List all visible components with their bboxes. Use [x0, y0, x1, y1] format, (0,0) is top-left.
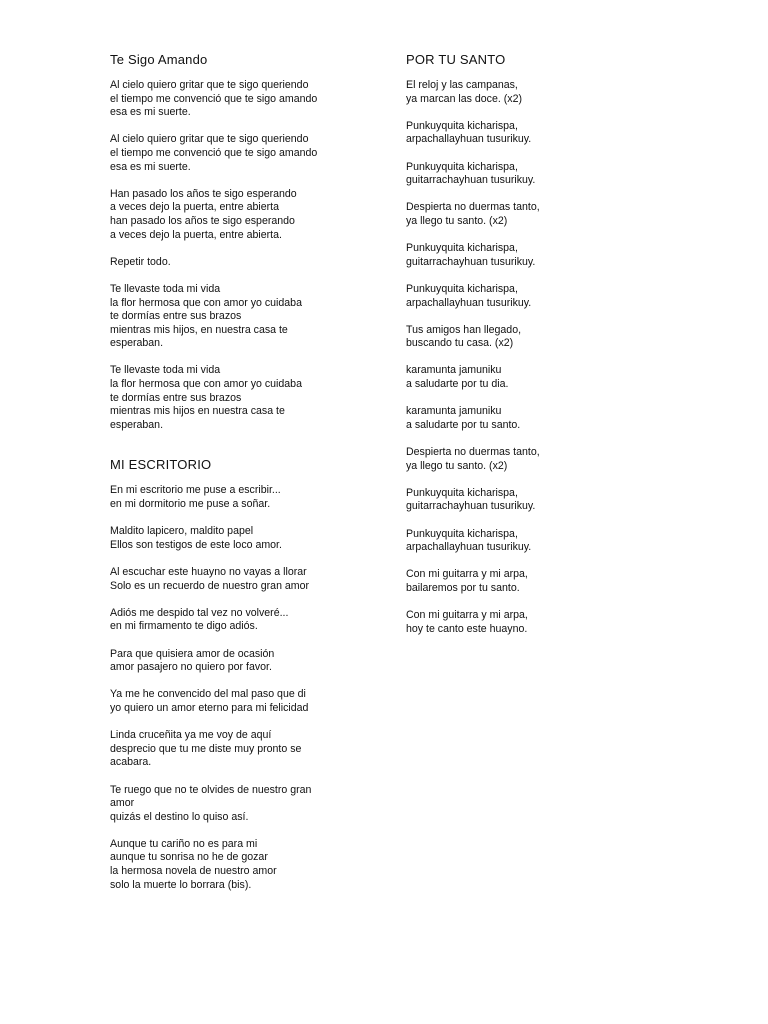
- stanza: [406, 201, 666, 228]
- lyric-line: Te llevaste toda mi vida: [110, 282, 221, 295]
- song-title: POR TU SANTO: [406, 52, 506, 67]
- song-title: Te Sigo Amando: [110, 52, 208, 67]
- stanza: [110, 784, 360, 825]
- lyric-line: Solo es un recuerdo de nuestro gran amor: [110, 579, 310, 592]
- lyric-line: Al cielo quiero gritar que te sigo queriendo: [110, 79, 309, 91]
- lyric-line: esa es mi suerte.: [110, 106, 191, 119]
- stanza: [406, 161, 666, 188]
- stanza: [110, 256, 360, 270]
- lyric-line: la hermosa novela de nuestro amor: [110, 865, 277, 878]
- stanza: [110, 525, 360, 552]
- lyric-line: Ya me he convencido del mal paso que di: [110, 688, 306, 701]
- lyric-line: Te llevaste toda mi vida: [110, 364, 221, 377]
- lyric-line: Te ruego que no te olvides de nuestro gran: [110, 783, 312, 796]
- lyric-line: acabara.: [110, 756, 152, 769]
- stanza: [406, 120, 666, 147]
- lyric-line: la flor hermosa que con amor yo cuidaba: [110, 296, 302, 309]
- lyric-line: en mi dormitorio me puse a soñar.: [110, 498, 271, 511]
- lyric-line: Punkuyquita kicharispa,: [406, 527, 518, 540]
- lyric-line: yo quiero un amor eterno para mi felicidad: [110, 701, 309, 714]
- lyric-line: aunque tu sonrisa no he de gozar: [110, 851, 268, 864]
- stanza: [406, 283, 666, 310]
- stanza: [406, 79, 666, 106]
- lyric-line: Para que quisiera amor de ocasión: [110, 647, 275, 660]
- lyric-line: a veces dejo la puerta, entre abierta.: [110, 228, 282, 241]
- lyric-line: han pasado los años te sigo esperando: [110, 214, 295, 227]
- lyric-line: ya marcan las doce. (x2): [406, 92, 522, 105]
- lyric-line: esperaban.: [110, 418, 164, 431]
- lyric-line: Al escuchar este huayno no vayas a llorar: [110, 566, 307, 578]
- lyric-line: karamunta jamuniku: [406, 405, 502, 418]
- lyric-line: bailaremos por tu santo.: [406, 581, 520, 594]
- lyric-line: Punkuyquita kicharispa,: [406, 282, 518, 295]
- stanza: [406, 528, 666, 555]
- stanza: [406, 364, 666, 391]
- lyric-line: la flor hermosa que con amor yo cuidaba: [110, 378, 302, 391]
- lyric-line: amor: [110, 797, 135, 810]
- stanza: [110, 729, 360, 770]
- song-por-tu-santo: [406, 52, 666, 636]
- lyric-line: Punkuyquita kicharispa,: [406, 160, 518, 173]
- lyric-line: a saludarte por tu santo.: [406, 418, 521, 431]
- stanza: [110, 688, 360, 715]
- lyric-line: el tiempo me convenció que te sigo amando: [110, 92, 318, 105]
- lyric-line: Maldito lapicero, maldito papel: [110, 525, 254, 538]
- lyric-line: Tus amigos han llegado,: [406, 323, 522, 336]
- lyric-line: arpachallayhuan tusurikuy.: [406, 541, 532, 554]
- lyric-line: desprecio que tu me diste muy pronto se: [110, 742, 302, 755]
- stanza: [406, 446, 666, 473]
- lyric-line: Punkuyquita kicharispa,: [406, 119, 518, 132]
- lyric-line: El reloj y las campanas,: [406, 79, 518, 91]
- lyric-line: Al cielo quiero gritar que te sigo queriendo: [110, 133, 309, 146]
- lyric-line: Adiós me despido tal vez no volveré...: [110, 606, 289, 619]
- stanza: [110, 283, 360, 351]
- lyric-line: guitarrachayhuan tusurikuy.: [406, 500, 536, 513]
- song-mi-escritorio: [110, 457, 360, 892]
- lyric-line: mientras mis hijos en nuestra casa te: [110, 405, 285, 418]
- lyric-line: arpachallayhuan tusurikuy.: [406, 296, 532, 309]
- stanza: [406, 242, 666, 269]
- lyric-line: solo la muerte lo borrara (bis).: [110, 878, 252, 891]
- lyric-line: Despierta no duermas tanto,: [406, 201, 540, 214]
- lyric-line: a saludarte por tu dia.: [406, 378, 509, 391]
- lyric-line: En mi escritorio me puse a escribir...: [110, 484, 281, 497]
- lyric-line: Han pasado los años te sigo esperando: [110, 187, 297, 200]
- lyric-line: Repetir todo.: [110, 255, 171, 268]
- stanza: [406, 324, 666, 351]
- lyric-line: a veces dejo la puerta, entre abierta: [110, 201, 280, 214]
- lyric-line: te dormías entre sus brazos: [110, 310, 242, 323]
- stanza: [110, 133, 360, 174]
- lyric-line: buscando tu casa. (x2): [406, 337, 514, 350]
- lyric-line: Con mi guitarra y mi arpa,: [406, 609, 528, 622]
- lyric-line: amor pasajero no quiero por favor.: [110, 661, 272, 674]
- stanza: [110, 838, 360, 892]
- lyric-line: ya llego tu santo. (x2): [406, 214, 508, 227]
- stanza: [406, 487, 666, 514]
- lyric-line: Despierta no duermas tanto,: [406, 446, 540, 459]
- stanza: [406, 405, 666, 432]
- lyric-line: Aunque tu cariño no es para mi: [110, 837, 258, 850]
- left-column: [110, 52, 360, 906]
- stanza: [406, 568, 666, 595]
- lyric-line: hoy te canto este huayno.: [406, 622, 528, 635]
- stanza: [110, 607, 360, 634]
- lyric-line: el tiempo me convenció que te sigo amando: [110, 146, 318, 159]
- stanza: [110, 79, 360, 120]
- lyric-line: Linda cruceñita ya me voy de aquí: [110, 729, 272, 742]
- lyric-line: guitarrachayhuan tusurikuy.: [406, 174, 536, 187]
- lyric-line: Ellos son testigos de este loco amor.: [110, 538, 282, 551]
- stanza: [110, 566, 360, 593]
- stanza: [406, 609, 666, 636]
- lyric-line: karamunta jamuniku: [406, 364, 502, 377]
- lyric-line: arpachallayhuan tusurikuy.: [406, 133, 532, 146]
- lyric-line: esperaban.: [110, 337, 164, 350]
- stanza: [110, 364, 360, 432]
- stanza: [110, 188, 360, 242]
- song-title: MI ESCRITORIO: [110, 457, 212, 473]
- lyric-line: quizás el destino lo quiso así.: [110, 810, 249, 823]
- lyric-line: guitarrachayhuan tusurikuy.: [406, 255, 536, 268]
- lyric-line: mientras mis hijos, en nuestra casa te: [110, 323, 288, 336]
- lyric-line: te dormías entre sus brazos: [110, 391, 242, 404]
- lyric-line: Con mi guitarra y mi arpa,: [406, 568, 528, 581]
- lyric-line: ya llego tu santo. (x2): [406, 459, 508, 472]
- stanza: [110, 484, 360, 511]
- song-te-sigo-amando: [110, 52, 360, 432]
- lyric-line: esa es mi suerte.: [110, 160, 191, 173]
- lyric-line: Punkuyquita kicharispa,: [406, 242, 518, 255]
- right-column: [406, 52, 666, 650]
- stanza: [110, 648, 360, 675]
- lyric-line: en mi firmamento te digo adiós.: [110, 620, 258, 633]
- lyric-line: Punkuyquita kicharispa,: [406, 486, 518, 499]
